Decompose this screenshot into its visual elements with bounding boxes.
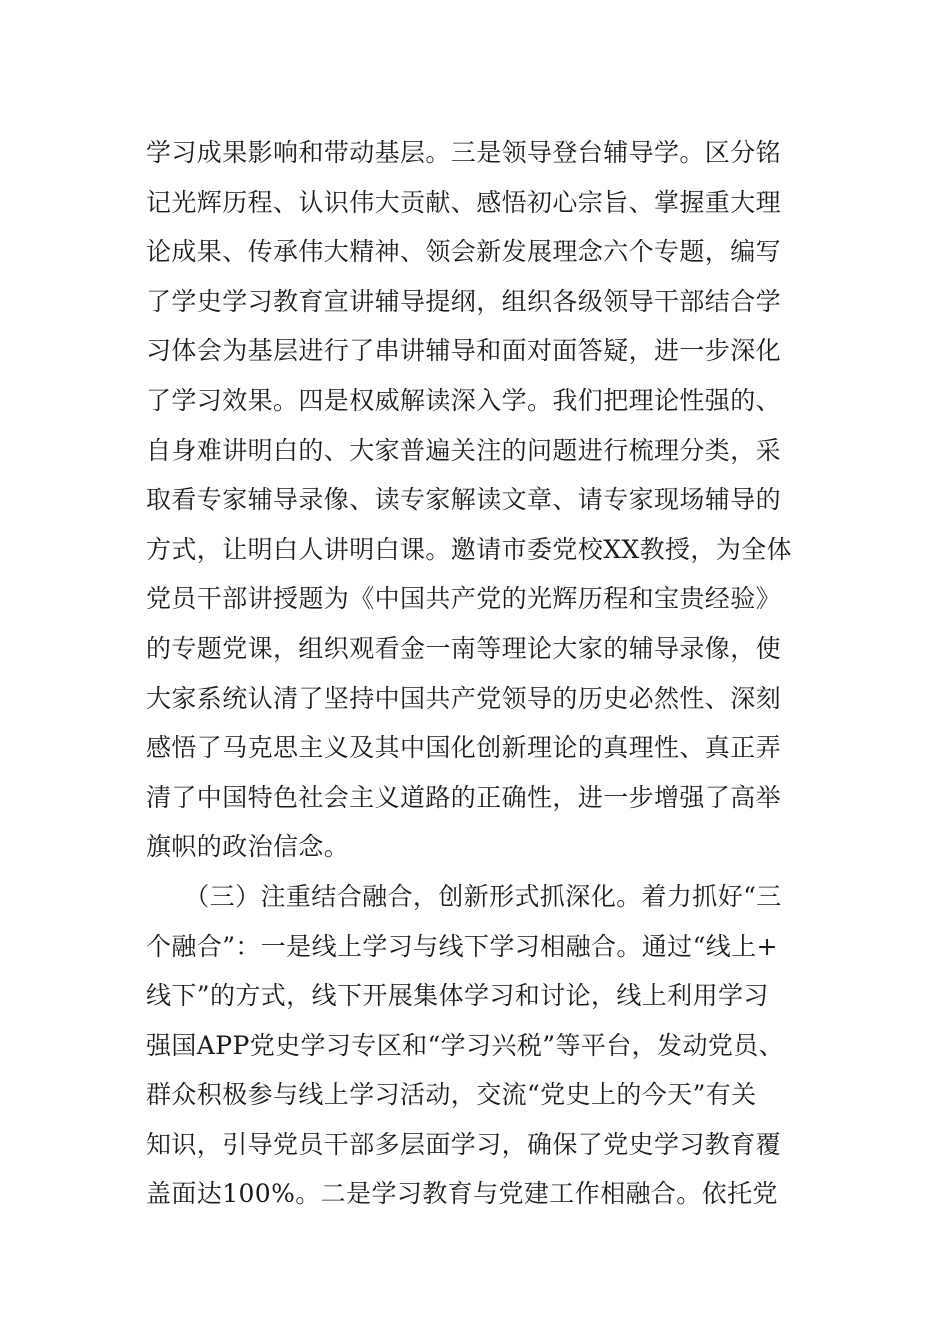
text-line: 线下”的方式，线下开展集体学习和讨论，线上利用学习: [146, 981, 769, 1011]
text-line: 论成果、传承伟大精神、领会新发展理念六个专题，编写: [146, 237, 782, 267]
text-line: 知识，引导党员干部多层面学习，确保了党史学习教育覆: [146, 1129, 782, 1159]
text-line: 党员干部讲授题为《中国共产党的光辉历程和宝贵经验》: [146, 584, 782, 614]
text-line: 方式，让明白人讲明白课。邀请市委党校XX教授，为全体: [146, 534, 792, 564]
text-line: 了学史学习教育宣讲辅导提纲，组织各级领导干部结合学: [146, 286, 782, 316]
text-line: 取看专家辅导录像、读专家解读文章、请专家现场辅导的: [146, 485, 782, 515]
text-line: 大家系统认清了坚持中国共产党领导的历史必然性、深刻: [146, 683, 782, 713]
text-line: 的专题党课，组织观看金一南等理论大家的辅导录像，使: [146, 633, 782, 663]
text-line: 学习成果影响和带动基层。三是领导登台辅导学。区分铭: [146, 138, 782, 167]
text-line: 了学习效果。四是权威解读深入学。我们把理论性强的、: [146, 385, 782, 415]
section-heading-line: （三）注重结合融合，创新形式抓深化。着力抓好“三: [146, 881, 782, 911]
text-line: 清了中国特色社会主义道路的正确性，进一步增强了高举: [146, 782, 782, 812]
text-line: 自身难讲明白的、大家普遍关注的问题进行梳理分类，采: [146, 435, 782, 465]
text-line: 习体会为基层进行了串讲辅导和面对面答疑，进一步深化: [146, 336, 782, 366]
text-line: 个融合”：一是线上学习与线下学习相融合。通过“线上+: [146, 931, 778, 961]
text-line: 群众积极参与线上学习活动，交流“党史上的今天”有关: [146, 1080, 757, 1110]
text-line: 强国APP党史学习专区和“学习兴税”等平台，发动党员、: [146, 1030, 785, 1060]
text-line: 记光辉历程、认识伟大贡献、感悟初心宗旨、掌握重大理: [146, 187, 782, 217]
body-text: [146, 128, 846, 1219]
text-line: 盖面达100%。二是学习教育与党建工作相融合。依托党: [146, 1179, 778, 1209]
text-line: 感悟了马克思主义及其中国化创新理论的真理性、真正弄: [146, 733, 782, 763]
text-line: 旗帜的政治信念。: [146, 832, 350, 862]
